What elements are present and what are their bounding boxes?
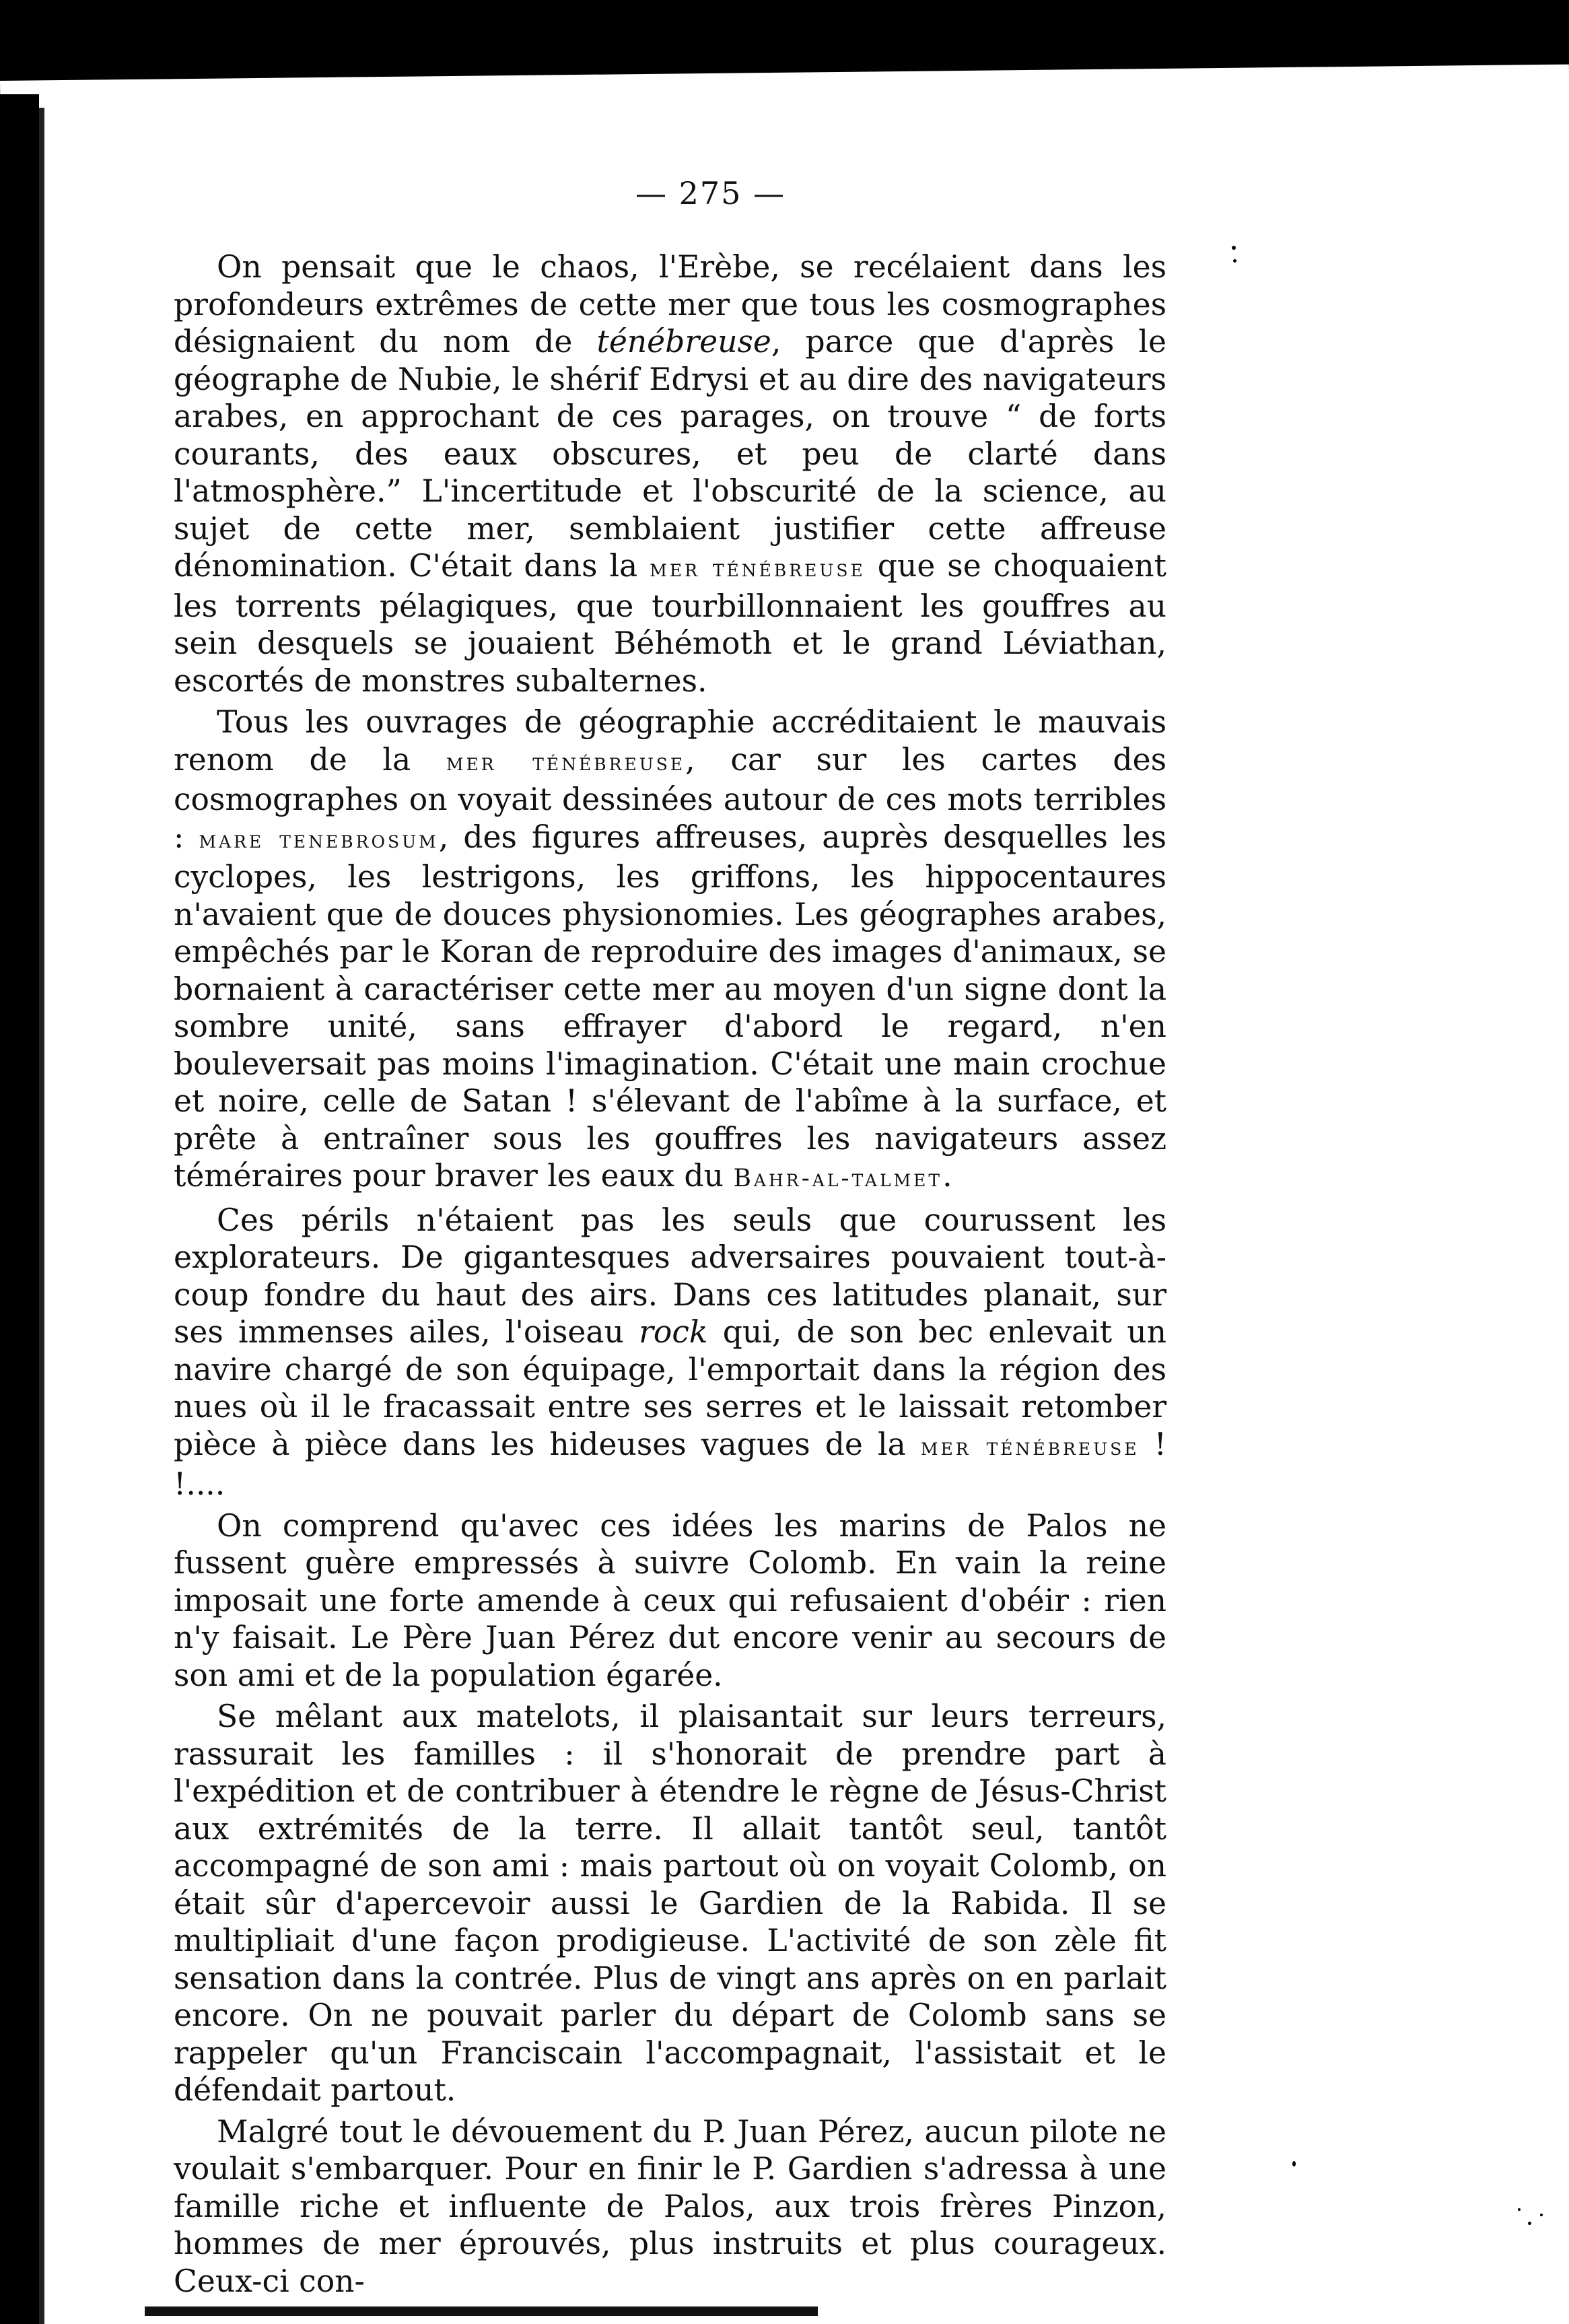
italic-term: rock [639,1314,708,1350]
small-caps-term: mer ténébreuse [920,1433,1140,1461]
text-run: qui, de son bec enlevait un navire chargé de son équipage, l'emportait dans la région des nues où il le fracassait entre ses serres et le laissait retomber pièce à pièce dans les hideuses vagues de la [174,1314,1166,1462]
text-run: On pensait que le chaos, l'Erèbe, se recélaient dans les profondeurs extrêmes de cette mer que tous les cosmographes désignaient du nom de [174,249,1166,360]
scan-border-left [0,94,39,2324]
paragraph [174,1698,1166,2109]
text-run: que se choquaient les torrents pélagiques, que tourbillonnaient les gouffres au sein desquels se jouaient Béhémoth et le grand Léviathan, escortés de monstres subalternes. [174,548,1166,699]
scan-speck [1232,246,1236,250]
text-run: , parce que d'après le géographe de Nubie, le shérif Edrysi et au dire des navigateurs arabes, en approchant de ces parages, on trouve “ de forts courants, des eaux obscures, et peu de clarté dans l'atmosphère.” L'incertitude et l'obscurité de la science, au sujet de cette mer, semblaient justifier cette affreuse dénomination. C'était dans la [174,324,1166,584]
book-page [174,175,1167,2299]
text-run: ! !.... [174,1426,1166,1502]
scan-speck [1233,259,1236,263]
small-caps-term: mare tenebrosum [199,825,439,854]
small-caps-term: mer ténébreuse [446,748,686,776]
text-run: , des figures affreuses, auprès desquelles les cyclopes, les lestrigons, les griffons, les hippocentaures n'avaient que de douces physionomies. Les géographes arabes, empêchés par le Koran de reproduire des images d'animaux, se bornaient à caractériser cette mer au moyen d'un signe dont la sombre unité, sans effrayer d'abord le regard, n'en bouleversait pas moins l'imagination. C'était une main crochue et noire, celle de Satan ! s'élevant de l'abîme à la surface, et prête à entraîner sous les gouffres les navigateurs assez téméraires pour braver les eaux du [174,819,1167,1194]
text-run: . [942,1158,952,1194]
scan-speck [1518,2208,1521,2211]
text-run: Ces périls n'étaient pas les seuls que courussent les explorateurs. De gigantesques adversaires pouvaient tout-à-coup fondre du haut des airs. Dans ces latitudes planait, sur ses immenses ailes, l'oiseau [174,1202,1166,1350]
text-run: Malgré tout le dévouement du P. Juan Pérez, aucun pilote ne voulait s'embarquer. Pour en finir le P. Gardien s'adressa à une famille riche et influente de Palos, aux trois frères Pinzon, hommes de mer éprouvés, plus instruits et plus courageux. Ceux-ci con- [174,2113,1166,2299]
text-run: Tous les ouvrages de géographie accréditaient le mauvais renom de la [174,704,1166,778]
scan-border-left-inner [39,108,44,2324]
paragraph [174,2113,1166,2300]
body-text [174,248,1166,2300]
paragraph [174,1507,1166,1695]
paragraph [174,1202,1166,1503]
text-run: Se mêlant aux matelots, il plaisantait sur leurs terreurs, rassurait les familles : il s'honorait de prendre part à l'expédition et de contribuer à étendre le règne de Jésus-Christ aux extrémités de la terre. Il allait tantôt seul, tantôt accompagné de son ami : mais partout où on voyait Colomb, on était sûr d'apercevoir aussi le Gardien de la Rabida. Il se multipliait d'une façon prodigieuse. L'activité de son zèle fit sensation dans la contrée. Plus de vingt ans après on en parlait encore. On ne pouvait parler du départ de Colomb sans se rappeler qu'un Franciscain l'accompagnait, l'assistait et le défendait partout. [174,1699,1166,2108]
scan-speck [1528,2222,1531,2225]
paragraph [174,704,1166,1198]
page-number: — 275 — [635,175,786,211]
scan-speck [1540,2214,1543,2216]
italic-term: ténébreuse [596,324,771,360]
scan-border-bottom [145,2306,818,2316]
scan-speck [1292,2161,1296,2166]
small-caps-term: mer ténébreuse [650,555,866,582]
text-run: , car sur les cartes des cosmographes on voyait dessinées autour de ces mots terribles : [174,741,1166,855]
paragraph [174,248,1166,699]
text-run: On comprend qu'avec ces idées les marins de Palos ne fussent guère empressés à suivre Colomb. En vain la reine imposait une forte amende à ceux qui refusaient d'obéir : rien n'y faisait. Le Père Juan Pérez dut encore venir au secours de son ami et de la population égarée. [174,1507,1166,1693]
small-caps-term: Bahr-al-talmet [733,1165,943,1192]
